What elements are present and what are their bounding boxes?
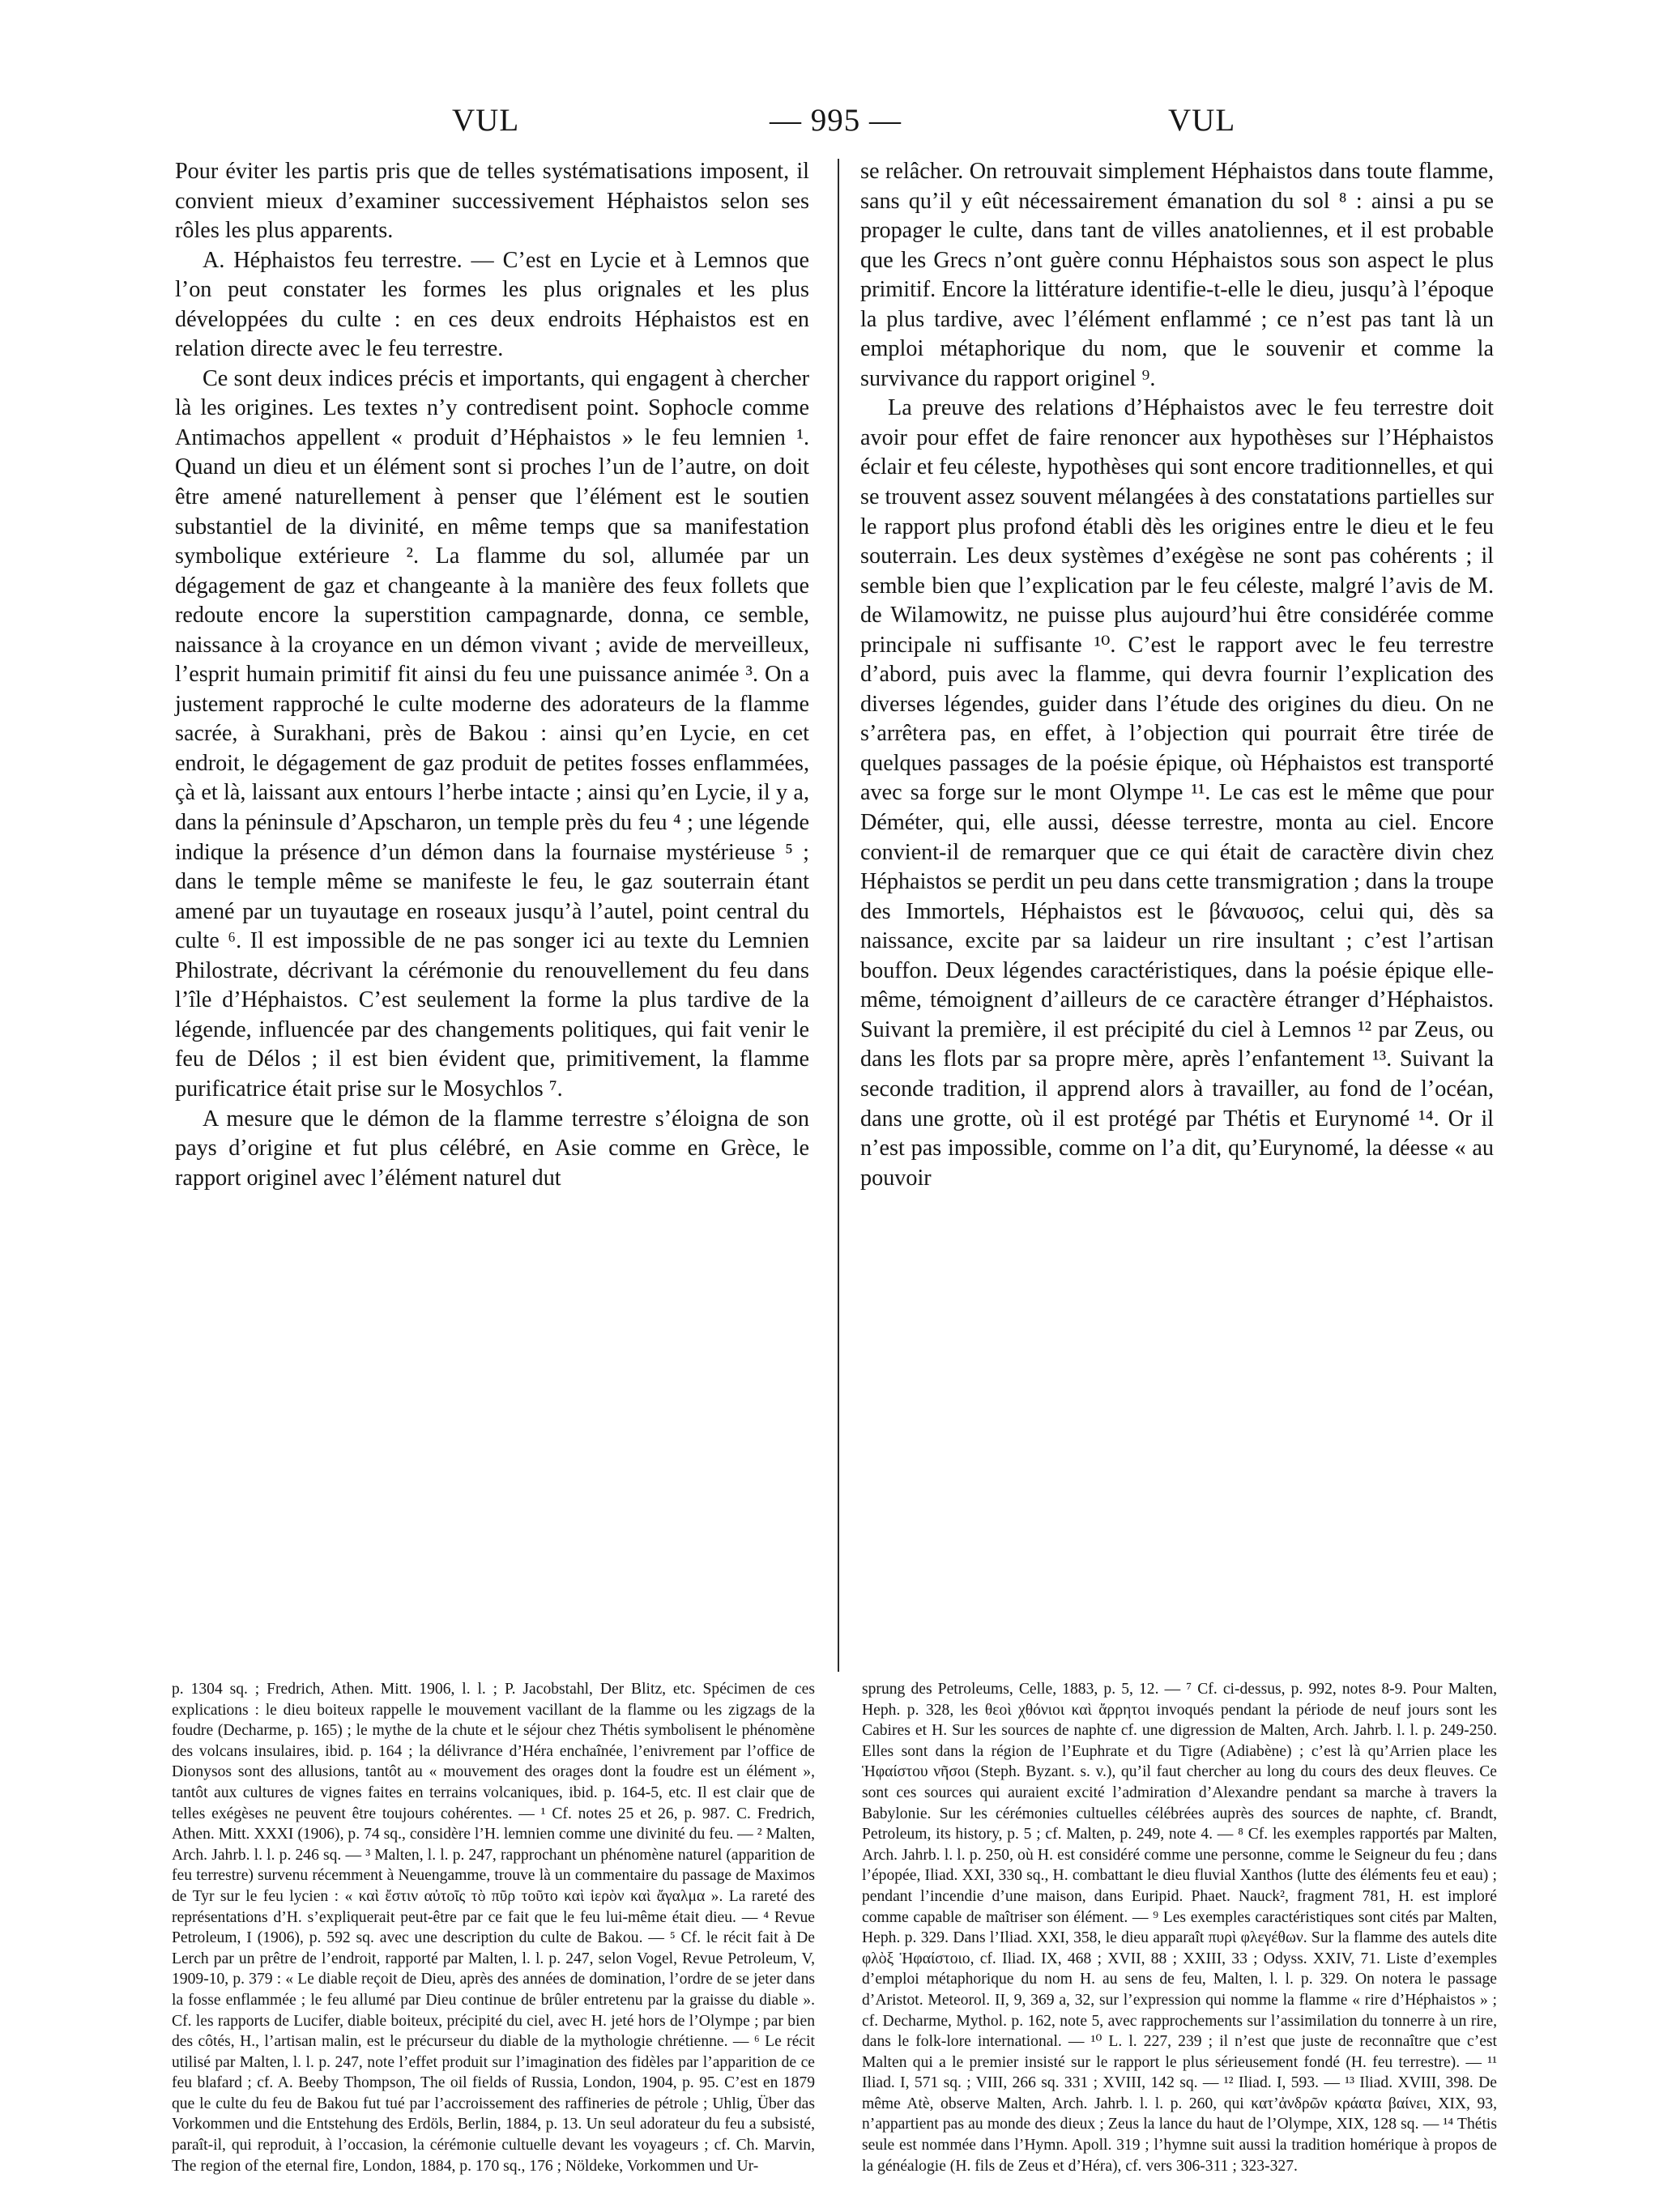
- paragraph: Ce sont deux indices précis et importants, qui engagent à chercher là les origines. Les textes n’y contredisent point. Sophocle comme Antimachos appellent « produit d’Héphaistos » le feu lemnien ¹. Quand un dieu et un élément sont si proches l’un de l’autre, on doit être amené naturellement à penser que l’élément est le soutien substantiel de la divinité, en même temps que sa manifestation symbolique extérieure ². La flamme du sol, allumée par un dégagement de gaz et changeante à la manière des feux follets que redoute encore la superstition campagnarde, donna, ce semble, naissance à la croyance en un démon vivant ; avide de merveilleux, l’esprit humain primitif fit ainsi du feu une puissance animée ³. On a justement rapproché le culte moderne des adorateurs de la flamme sacrée, à Surakhani, près de Bakou : ainsi qu’en Lycie, en cet endroit, le dégagement de gaz produit de petites fosses enflammées, çà et là, laissant aux entours l’herbe intacte ; ainsi qu’en Lycie, il y a, dans la péninsule d’Apscharon, un temple près du feu ⁴ ; une légende indique la présence d’un démon dans la fournaise mystérieuse ⁵ ; dans le temple même se manifeste le feu, le gaz souterrain étant amené par un tuyautage en roseaux jusqu’à l’autel, point central du culte ⁶. Il est impossible de ne pas songer ici au texte du Lemnien Philostrate, décrivant la cérémonie du renouvellement du feu dans l’île d’Héphaistos. C’est seulement la forme la plus tardive de la légende, influencée par des changements politiques, qui fait venir le feu de Délos ; il est bien évident que, primitivement, la flamme purificatrice était prise sur le Mosychlos ⁷.: [175, 365, 809, 1102]
- column-divider: [838, 159, 839, 1672]
- footnote-block: sprung des Petroleums, Celle, 1883, p. 5, 12. — ⁷ Cf. ci-dessus, p. 992, notes 8-9. Pour Malten, Heph. p. 328, les θεοὶ χθόνιοι καὶ ἄρρητοι invoqués pendant la période de neuf jours sont les Cabires et H. Sur les sources de naphte cf. une digression de Malten, Arch. Jahrb. l. l. p. 249-250. Elles sont dans la région de l’Euphrate et du Tigre (Adiabène) ; c’est là qu’Arrien place les Ἡφαίστου νῆσοι (Steph. Byzant. s. v.), qu’il faut chercher au long du cours des deux fleuves. Ce sont ces sources qui auraient excité l’admiration d’Alexandre pendant sa marche à travers la Babylonie. Sur les cérémonies cultuelles célébrées auprès des sources de naphte, cf. Brandt, Petroleum, its history, p. 5 ; cf. Malten, p. 249, note 4. — ⁸ Cf. les exemples rapportés par Malten, Arch. Jahrb. l. l. p. 250, où H. est considéré comme une personne, comme le Seigneur du feu ; dans l’épopée, Iliad. XXI, 330 sq., H. combattant le dieu fluvial Xanthos (lutte des éléments feu et eau) ; pendant l’incendie d’une maison, dans Euripid. Phaet. Nauck², fragment 781, H. est imploré comme capable de maîtriser son élément. — ⁹ Les exemples caractéristiques sont cités par Malten, Heph. p. 329. Dans l’Iliad. XXI, 358, le dieu apparaît πυρὶ φλεγέθων. Sur la flamme des autels dite φλὸξ Ἡφαίστοιο, cf. Iliad. IX, 468 ; XVII, 88 ; XXIII, 33 ; Odyss. XXIV, 71. Liste d’exemples d’emploi métaphorique du nom H. au sens de feu, Malten, l. l. p. 329. On notera le passage d’Aristot. Meteorol. II, 9, 369 a, 32, sur l’expression qui nomme la flamme « rire d’Héphaistos » ; cf. Decharme, Mythol. p. 162, note 5, avec rapprochements sur l’assimilation du tonnerre à un rire, dans le folk-lore international. — ¹⁰ L. l. 227, 239 ; il n’est que juste de reconnaître que c’est Malten qui a le premier insisté sur le rapport le plus sérieusement fondé (H. feu terrestre). — ¹¹ Iliad. I, 571 sq. ; VIII, 266 sq. 331 ; XVIII, 142 sq. — ¹² Iliad. I, 593. — ¹³ Iliad. XVIII, 398. De même Atè, observe Malten, Arch. Jahrb. l. l. p. 260, qui κατ’ἀνδρῶν κράατα βαίνει, XIX, 93, n’appartient pas au monde des dieux ; Zeus la lance du haut de l’Olympe, XIX, 128 sq. — ¹⁴ Thétis seule est nommée dans l’Hymn. Apoll. 319 ; l’hymne suit aussi la tradition homérique à propos de la généalogie (H. fils de Zeus et d’Héra), cf. vers 306-311 ; 323-327.: [862, 1681, 1497, 2175]
- running-header: [0, 102, 1659, 143]
- footnotes-left: [172, 1679, 815, 2176]
- paragraph: La preuve des relations d’Héphaistos avec le feu terrestre doit avoir pour effet de faire renoncer aux hypothèses sur l’Héphaistos éclair et feu céleste, hypothèses qui sont encore traditionnelles, et qui se trouvent assez souvent mélangées à des constatations partielles sur le rapport plus profond établi dès les origines entre le dieu et le feu souterrain. Les deux systèmes d’exégèse ne sont pas cohérents ; il semble bien que l’explication par le feu céleste, malgré l’avis de M. de Wilamowitz, ne puisse plus aujourd’hui être considérée comme principale ni suffisante ¹⁰. C’est le rapport avec le feu terrestre d’abord, puis avec la flamme, qui devra fournir l’explication des diverses légendes, guider dans l’étude des origines du dieu. On ne s’arrêtera pas, en effet, à l’objection qui pourrait être tirée de quelques passages de la poésie épique, où Héphaistos est transporté avec sa forge sur le mont Olympe ¹¹. Le cas est le même que pour Déméter, qui, elle aussi, déesse terrestre, monta au ciel. Encore convient-il de remarquer que ce qui était de caractère divin chez Héphaistos se perdit un peu dans cette transmigration ; dans la troupe des Immortels, Héphaistos est le βάναυσος, celui qui, dès sa naissance, excite par sa laideur un rire insultant ; c’est l’artisan bouffon. Deux légendes caractéristiques, dans la poésie épique elle-même, témoignent d’ailleurs de ce caractère étranger d’Héphaistos. Suivant la première, il est précipité du ciel à Lemnos ¹² par Zeus, ou dans les flots par sa propre mère, après l’enfantement ¹³. Suivant la seconde tradition, il apprend alors à travailler, au fond de l’océan, dans une grotte, où il est protégé par Thétis et Eurynomé ¹⁴. Or il n’est pas impossible, comme on l’a dit, qu’Eurynomé, la déesse « au pouvoir: [860, 395, 1494, 1191]
- footnote-block: p. 1304 sq. ; Fredrich, Athen. Mitt. 1906, l. l. ; P. Jacobstahl, Der Blitz, etc. Spécimen de ces explications : le dieu boiteux rappelle le mouvement vacillant de la flamme ou les zigzags de la foudre (Decharme, p. 165) ; le mythe de la chute et le séjour chez Thétis symbolisent le phénomène des volcans insulaires, ibid. p. 164 ; la délivrance d’Héra enchaînée, l’enivrement par l’office de Dionysos sont des allusions, tantôt au « mouvement des orages dont la foudre est un élément », tantôt aux cultures de vignes faites en terrains volcaniques, ibid. p. 164-5, etc. Il est clair que de telles exégèses ne peuvent être toujours cohérentes. — ¹ Cf. notes 25 et 26, p. 987. C. Fredrich, Athen. Mitt. XXXI (1906), p. 74 sq., considère l’H. lemnien comme une divinité du feu. — ² Malten, Arch. Jahrb. l. l. p. 246 sq. — ³ Malten, l. l. p. 247, rapprochant un phénomène naturel (apparition de feu terrestre) survenu récemment à Neuengamme, trouve là un commentaire du passage de Maximos de Tyr sur le feu lycien : « καὶ ἔστιν αὐτοῖς τὸ πῦρ τοῦτο καὶ ἱερὸν καὶ ἄγαλμα ». La rareté des représentations d’H. s’expliquerait peut-être par ce fait que le feu lui-même était dieu. — ⁴ Revue Petroleum, I (1906), p. 592 sq. avec une description du culte de Bakou. — ⁵ Cf. le récit fait à De Lerch par un prêtre de l’endroit, rapporté par Malten, l. l. p. 247, selon Vogel, Revue Petroleum, V, 1909-10, p. 379 : « Le diable reçoit de Dieu, après des années de domination, l’ordre de se jeter dans la fosse enflammée ; le feu allumé par Dieu continue de brûler entretenu par la graisse du diable ». Cf. les rapports de Lucifer, diable boiteux, précipité du ciel, avec H. jeté hors de l’Olympe ; par bien des côtés, H., l’artisan malin, est le précurseur du diable de la mythologie chrétienne. — ⁶ Le récit utilisé par Malten, l. l. p. 247, note l’effet produit sur l’imagination des fidèles par l’apparition de ce feu blafard ; cf. A. Beeby Thompson, The oil fields of Russia, London, 1904, p. 95. C’est en 1879 que le culte du feu de Bakou fut tué par l’accroissement des raffineries de pétrole ; Uhlig, Über das Vorkommen und die Entstehung des Erdöls, Berlin, 1884, p. 13. Un seul adorateur du feu a subsisté, paraît-il, qui reproduit, à l’occasion, la cérémonie cultuelle devant les voyageurs ; cf. Ch. Marvin, The region of the eternal fire, London, 1884, p. 170 sq., 176 ; Nöldeke, Vorkommen und Ur-: [172, 1681, 815, 2175]
- header-left-keyword: VUL: [452, 103, 520, 138]
- header-right-keyword: VUL: [1168, 103, 1236, 138]
- paragraph: se relâcher. On retrouvait simplement Héphaistos dans toute flamme, sans qu’il y eût nécessairement émanation du sol ⁸ : ainsi a pu se propager le culte, dans tant de villes anatoliennes, et il est probable que les Grecs n’ont guère connu Héphaistos sous son aspect le plus primitif. Encore la littérature identifie-t-elle le dieu, jusqu’à l’époque la plus tardive, avec l’élément enflammé ; ce n’est pas tant là un emploi métaphorique du nom, que le souvenir et comme la survivance du rapport originel ⁹.: [860, 159, 1494, 391]
- paragraph: A. Héphaistos feu terrestre. — C’est en Lycie et à Lemnos que l’on peut constater les formes les plus orignales et les plus développées du culte : en ces deux endroits Héphaistos est en relation directe avec le feu terrestre.: [175, 247, 809, 362]
- page-number: — 995 —: [770, 103, 902, 138]
- paragraph: A mesure que le démon de la flamme terrestre s’éloigna de son pays d’origine et fut plus célébré, en Asie comme en Grèce, le rapport originel avec l’élément naturel dut: [175, 1106, 809, 1191]
- paragraph: Pour éviter les partis pris que de telles systématisations imposent, il convient mieux d’examiner successivement Héphaistos selon ses rôles les plus apparents.: [175, 159, 809, 244]
- right-text-column: [860, 157, 1494, 1193]
- left-text-column: [175, 157, 809, 1193]
- footnotes-right: [862, 1679, 1497, 2176]
